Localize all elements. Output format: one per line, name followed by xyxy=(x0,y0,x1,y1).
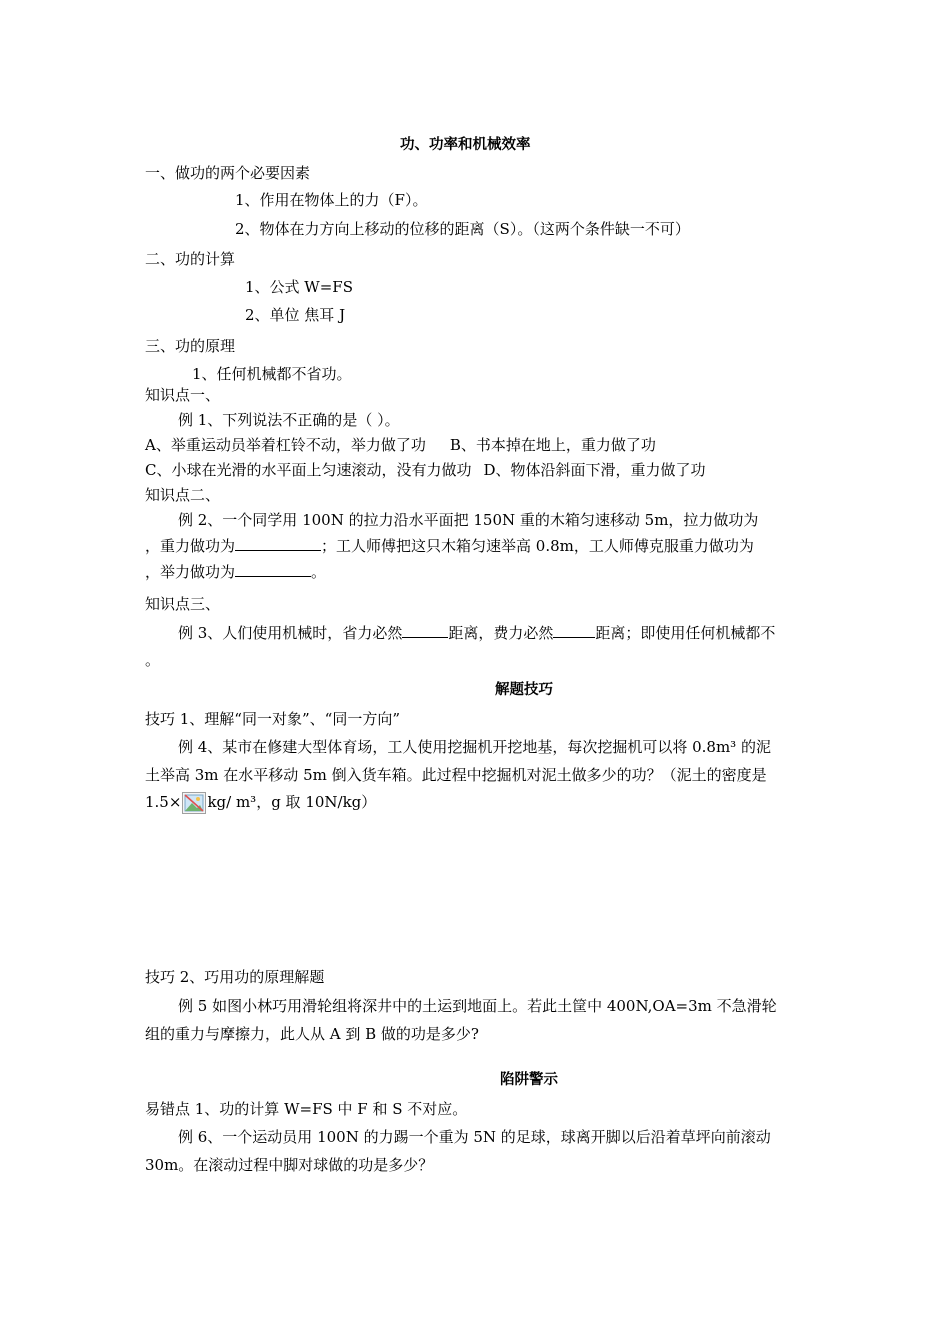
section-1-heading: 一、做功的两个必要因素 xyxy=(145,164,311,182)
knowledge-point-1-heading: 知识点一、 xyxy=(145,386,221,404)
section-2-heading: 二、功的计算 xyxy=(145,250,236,268)
example-1-options-ab xyxy=(145,435,656,455)
example-6-line-2: 30m。在滚动过程中脚对球做的功是多少？ xyxy=(145,1156,434,1174)
broken-image-icon xyxy=(182,792,206,814)
page-title: 功、功率和机械效率 xyxy=(400,137,531,153)
example-5-line-2: 组的重力与摩擦力，此人从 A 到 B 做的功是多少? xyxy=(145,1025,479,1043)
knowledge-point-2-heading: 知识点二、 xyxy=(145,486,221,504)
example-1-options-cd xyxy=(145,460,706,480)
error-point-1: 易错点 1、功的计算 W=FS 中 F 和 S 不对应。 xyxy=(145,1100,468,1118)
option-d: D、物体沿斜面下滑，重力做了功 xyxy=(483,461,706,479)
tip-1: 技巧 1、理解“同一对象”、“同一方向” xyxy=(145,710,400,728)
answer-blank[interactable] xyxy=(235,535,321,551)
example-2-line-2: ，重力做功为 ；工人师傅把这只木箱匀速举高 0.8m，工人师傅克服重力做功为 xyxy=(145,537,754,555)
answer-blank[interactable] xyxy=(553,622,595,638)
example-4-line-2: 土举高 3m 在水平移动 5m 倒入货车箱。此过程中挖掘机对泥土做多少的功？（泥土的密度是 xyxy=(145,766,767,784)
example-3-line-2: 。 xyxy=(145,651,161,669)
option-c: C、小球在光滑的水平面上匀速滚动，没有力做功 xyxy=(145,461,472,479)
example-1-question: 例 1、下列说法不正确的是（ ）。 xyxy=(178,411,400,429)
section-2-item-2: 2、单位 焦耳 J xyxy=(245,306,346,324)
example-5-line-1: 例 5 如图小林巧用滑轮组将深井中的土运到地面上。若此土筐中 400N,OA=3m 不急滑轮 xyxy=(178,997,777,1015)
option-a: A、举重运动员举着杠铃不动，举力做了功 xyxy=(145,436,426,454)
example-2-line-3: ，举力做功为 。 xyxy=(145,563,327,581)
example-4-line-1: 例 4、某市在修建大型体育场，工人使用挖掘机开挖地基，每次挖掘机可以将 0.8m³ 的泥 xyxy=(178,738,771,756)
example-3-line-1: 例 3、人们使用机械时，省力必然 距离，费力必然 距离；即使用任何机械都不 xyxy=(178,624,776,642)
answer-blank[interactable] xyxy=(402,622,448,638)
section-3-heading: 三、功的原理 xyxy=(145,337,236,355)
answer-blank[interactable] xyxy=(235,561,311,577)
example-4-line-3: 1.5× kg/ m³，g 取 10N/kg） xyxy=(145,792,376,814)
section-3-item-1: 1、任何机械都不省功。 xyxy=(192,365,352,383)
tips-heading: 解题技巧 xyxy=(495,682,553,698)
section-1-item-1: 1、作用在物体上的力（F）。 xyxy=(235,191,428,209)
option-b: B、书本掉在地上，重力做了功 xyxy=(449,436,656,454)
traps-heading: 陷阱警示 xyxy=(500,1072,558,1088)
knowledge-point-3-heading: 知识点三、 xyxy=(145,595,221,613)
example-6-line-1: 例 6、一个运动员用 100N 的力踢一个重为 5N 的足球，球离开脚以后沿着草坪向前滚动 xyxy=(178,1128,771,1146)
example-2-line-1: 例 2、一个同学用 100N 的拉力沿水平面把 150N 重的木箱匀速移动 5m，拉力做功为 xyxy=(178,511,759,529)
section-1-item-2: 2、物体在力方向上移动的位移的距离（S）。（这两个条件缺一不可） xyxy=(235,220,690,238)
section-2-item-1: 1、公式 W=FS xyxy=(245,278,353,296)
tip-2: 技巧 2、巧用功的原理解题 xyxy=(145,968,325,986)
